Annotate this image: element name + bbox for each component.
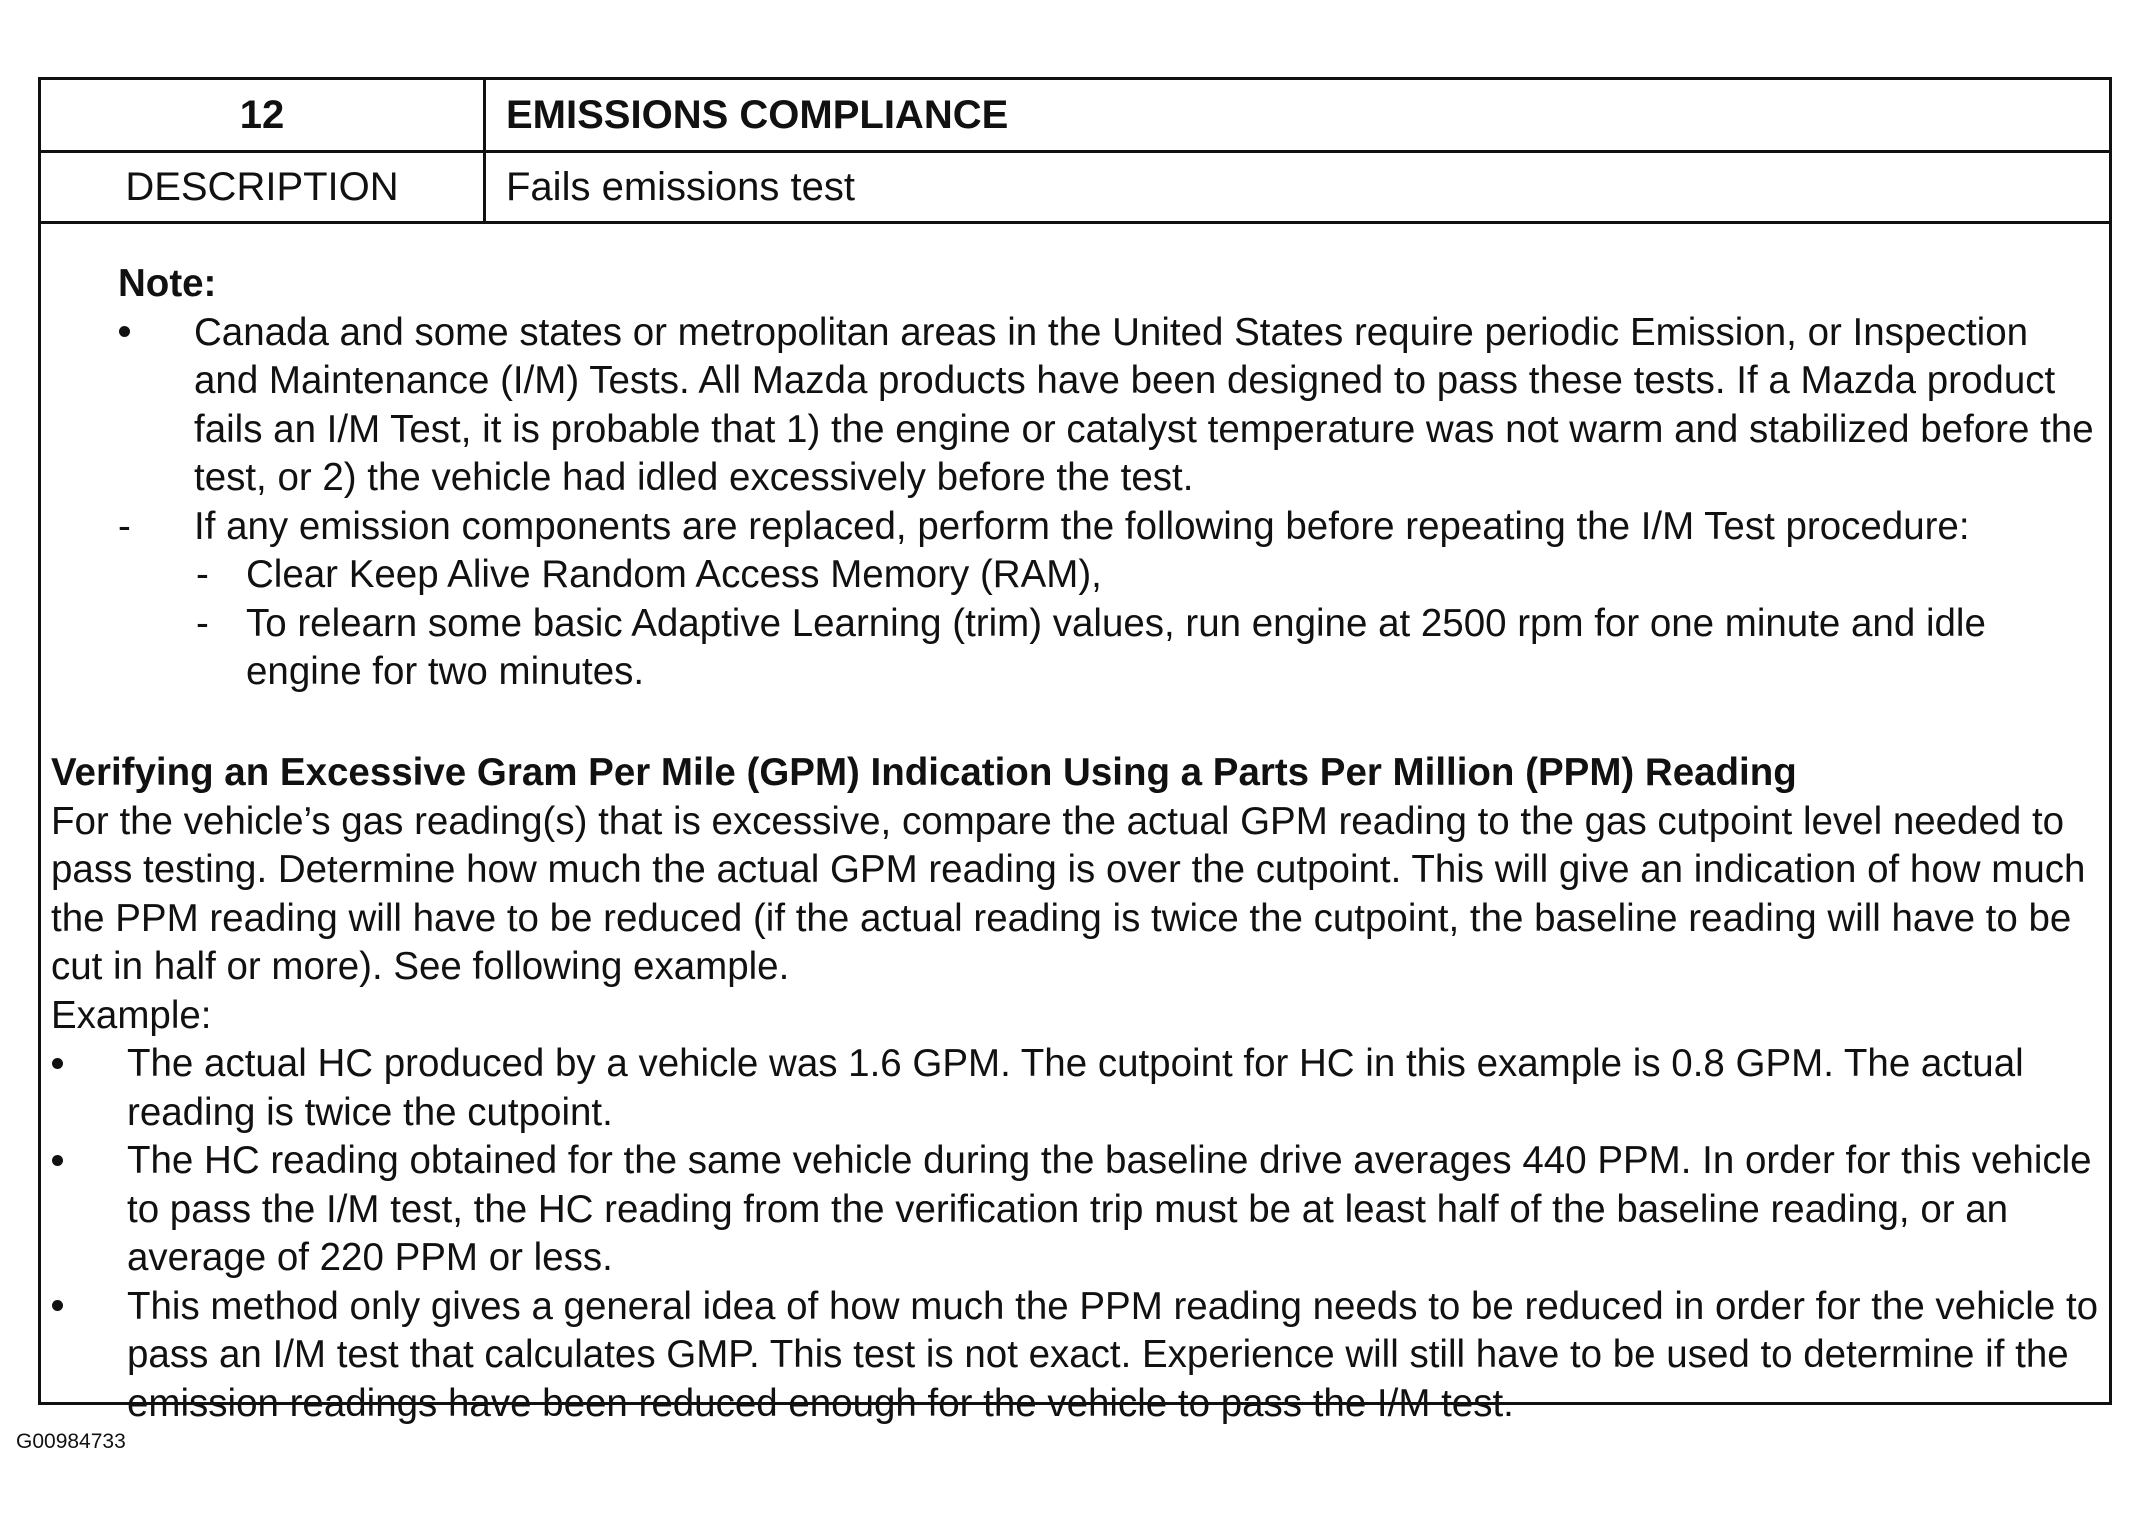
example-bullet <box>51 1283 2106 1429</box>
bullet-dot-icon <box>118 309 194 503</box>
note-title: Note: <box>118 262 217 305</box>
note-bullet <box>118 503 2098 552</box>
note-subitem-text: To relearn some basic Adaptive Learning (trim) values, run engine at 2500 rpm for one minute and idle engine for two minutes. <box>246 601 1986 693</box>
dash-marker: - <box>196 553 209 596</box>
bullet-dot-icon <box>51 1283 127 1429</box>
example-label: Example: <box>51 993 212 1037</box>
bullet-dot-icon <box>51 1040 127 1137</box>
dash-marker: - <box>196 601 209 645</box>
verification-section <box>51 749 2106 1428</box>
description-value: Fails emissions test <box>506 164 855 209</box>
note-block <box>118 260 2098 697</box>
example-bullet <box>51 1137 2106 1283</box>
emissions-compliance-sheet <box>38 77 2112 1425</box>
note-bullet-text: Canada and some states or metropolitan areas in the United States require periodic Emission, or Inspection and Maintenance (I/M) Tests. All Mazda products have been designed to pass these tests. If a Mazda product fails an I/M Test, it is probable that 1) the engine or catalyst temperature was not warm and stabilized before the test, or 2) the vehicle had idled excessively before the test. <box>194 310 2094 499</box>
note-subitem <box>194 600 2098 697</box>
example-bullet-text: The actual HC produced by a vehicle was 1.6 GPM. The cutpoint for HC in this example is 0.8 GPM. The actual reading is twice the cutpoint. <box>127 1042 2024 1134</box>
section-heading: Verifying an Excessive Gram Per Mile (GPM) Indication Using a Parts Per Million (PPM) Reading <box>51 751 1797 794</box>
section-title: EMISSIONS COMPLIANCE <box>506 92 1009 137</box>
dash-marker: - <box>118 504 131 548</box>
bullet-dot-icon <box>51 1137 127 1283</box>
description-label: DESCRIPTION <box>41 153 486 221</box>
figure-id: G00984733 <box>16 1430 126 1453</box>
note-subitem-text: Clear Keep Alive Random Access Memory (RAM), <box>246 553 1102 596</box>
note-bullet-text: If any emission components are replaced, perform the following before repeating the I/M Test procedure: <box>194 504 1970 548</box>
example-bullet-text: This method only gives a general idea of how much the PPM reading needs to be reduced in order for the vehicle to pass an I/M test that calculates GMP. This test is not exact. Experience will still have to be used to determine if the emission readings have been reduced enough for the vehicle to pass the I/M test. <box>127 1284 2099 1425</box>
example-bullet-text: The HC reading obtained for the same vehicle during the baseline drive averages 440 PPM. In order for this vehicle to pass the I/M test, the HC reading from the verification trip must be at least half of the baseline reading, or an average of 220 PPM or less. <box>127 1139 2092 1279</box>
header-row-title <box>41 80 2109 153</box>
section-number: 12 <box>41 80 486 150</box>
note-subitem <box>194 551 2098 600</box>
example-bullet <box>51 1040 2106 1137</box>
section-paragraph: For the vehicle’s gas reading(s) that is excessive, compare the actual GPM reading to the gas cutpoint level needed to pass testing. Determine how much the actual GPM reading is over the cutpoint. This will give an indication of how much the PPM reading will have to be reduced (if the actual reading is twice the cutpoint, the baseline reading will have to be cut in half or more). See following example. <box>51 799 2086 988</box>
note-subitems <box>194 551 2098 697</box>
header-row-description <box>41 153 2109 224</box>
note-bullet <box>118 309 2098 503</box>
